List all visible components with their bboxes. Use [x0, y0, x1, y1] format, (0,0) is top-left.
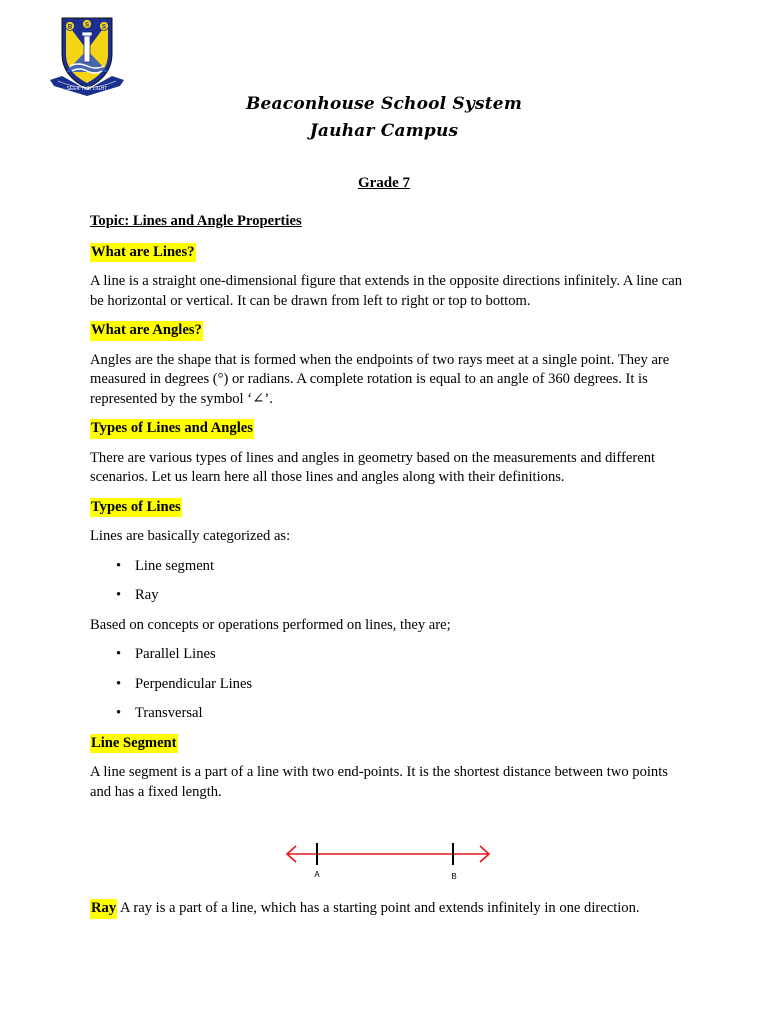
grade-label: Grade 7 — [357, 175, 411, 191]
line-segment-diagram — [282, 836, 494, 884]
logo-letter-3: S — [101, 24, 107, 31]
school-name: Beaconhouse School System — [245, 94, 523, 114]
grade-title — [0, 175, 768, 192]
paragraph-angles: Angles are the shape that is formed when the endpoints of two rays meet at a single point. They are measured in degrees (°) or radians. A complete rotation is equal to an angle of 360 degrees. It is represented by the symbol ‘∠’. — [90, 351, 670, 407]
list-item: • Transversal — [135, 704, 690, 724]
ray-paragraph — [90, 899, 710, 919]
ray-definition: A ray is a part of a line, which has a starting point and extends infinitely in one direction. — [117, 900, 640, 916]
list-item: • Parallel Lines — [135, 645, 690, 665]
paragraph-types-lines-angles: There are various types of lines and angles in geometry based on the measurements and different scenarios. Let us learn here all those lines and angles along with their definitions. — [90, 449, 656, 485]
logo-letter-2: S — [84, 22, 90, 29]
section-heading-types-of-lines — [90, 498, 690, 518]
document-body — [90, 212, 690, 812]
point-b-label: B — [451, 872, 457, 881]
point-a-label: A — [314, 870, 320, 879]
list-item: • Line segment — [135, 557, 690, 577]
heading-ray: Ray — [90, 899, 117, 919]
campus-name: Jauhar Campus — [309, 121, 459, 141]
school-crest-logo — [48, 14, 126, 96]
section-heading-types-lines-angles — [90, 419, 690, 439]
paragraph-operations-intro: Based on concepts or operations performed on lines, they are; — [90, 616, 451, 633]
heading-line-segment: Line Segment — [90, 734, 178, 754]
section-heading-line-segment — [90, 734, 690, 754]
basic-line-types-list — [90, 557, 690, 606]
section-heading-lines — [90, 243, 690, 263]
list-item: • Perpendicular Lines — [135, 675, 690, 695]
heading-types-of-lines-and-angles: Types of Lines and Angles — [90, 419, 254, 439]
heading-what-are-lines: What are Lines? — [90, 243, 196, 263]
topic-heading: Topic: Lines and Angle Properties — [90, 213, 302, 229]
list-item: • Ray — [135, 586, 690, 606]
heading-what-are-angles: What are Angles? — [90, 321, 203, 341]
paragraph-line-segment: A line segment is a part of a line with two end-points. It is the shortest distance between two points and has a fixed length. — [90, 764, 668, 800]
paragraph-lines-categorized: Lines are basically categorized as: — [90, 528, 291, 544]
heading-types-of-lines: Types of Lines — [90, 498, 182, 518]
paragraph-lines: A line is a straight one-dimensional figure that extends in the opposite directions infinitely. A line can be horizontal or vertical. It can be drawn from left to right or top to bottom. — [90, 273, 683, 309]
logo-motto: SEEK THE LIGHT — [66, 86, 108, 92]
section-heading-angles — [90, 321, 690, 341]
logo-letter-1: B — [67, 24, 73, 31]
operation-line-types-list — [90, 645, 690, 724]
